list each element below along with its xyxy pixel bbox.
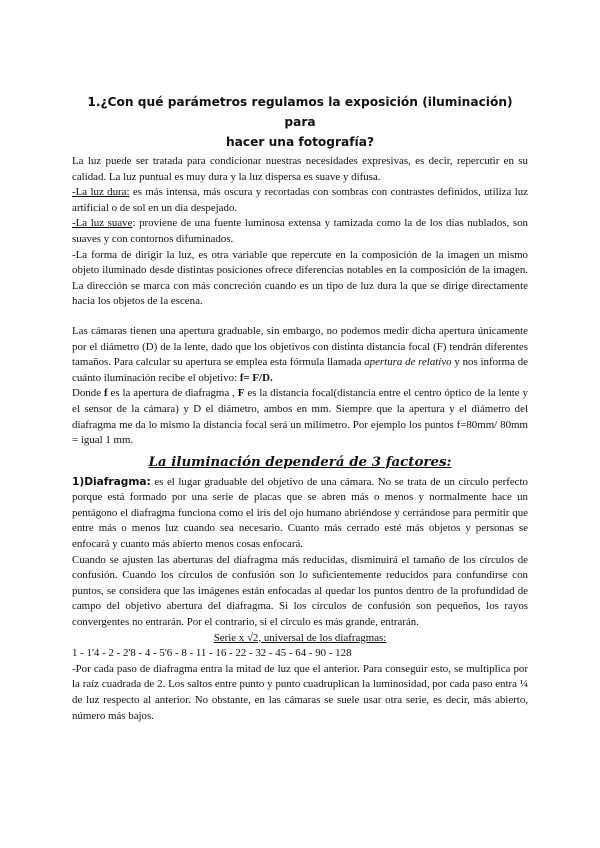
intro-paragraph: La luz puede ser tratada para condicionar nuestras necesidades expresivas, es decir, repercutir en su calidad. La luz puntual es muy dura y la luz dispersa es suave y difusa. [72,155,528,183]
document-title [72,92,528,152]
where-f-symbol: f [103,387,108,400]
diaphragm-text: es el lugar graduable del objetivo de una cámara. No se trata de un círculo perfecto porque está formado por una serie de placas que se abren más o menos y normalmente hace un pentágono el diafragma funciona como el iris del ojo humano abriéndose y cerrándose para permitir que entre más o menos luz cuando sea necesario. Cuanto más cerrado esté más objetos y personas se enfocará y cuanto más abierto menos cosas enfocará. [72,475,528,551]
series-title: Serie x √2, universal de los diafragmas: [213,631,387,644]
aperture-formula: f= F/D. [239,371,273,384]
soft-light-text: : proviene de una fuente luminosa extensa y tamizada como la de los días nublados, son suaves y con contornos difuminados. [72,217,528,245]
section-heading: La iluminación dependerá de 3 factores: [148,453,452,470]
series-values: 1 - 1'4 - 2 - 2'8 - 4 - 5'6 - 8 - 11 - 16 - 22 - 32 - 45 - 64 - 90 - 128 [72,647,352,660]
spacer [72,310,528,324]
direction-paragraph: -La forma de dirigir la luz, es otra variable que repercute en la composición de la imagen un mismo objeto iluminado desde distintas posiciones ofrece diferencias notables en la composición de la imagen. La dirección se marca con más concreción cuando es un tipo de luz dura la que se dirige directamente hacia los objetos de la escena. [72,248,528,308]
diaphragm-paragraph [72,475,528,553]
series-title-line [72,631,528,647]
document-body [72,92,528,724]
confusion-paragraph: Cuando se ajusten las aberturas del diafragma más reducidas, disminuirá el tamaño de los círculos de confusión. Cuando los círculos de confusión son lo suficientemente reducidos para confundirse con puntos, se considera que las imágenes están enfocadas al quedar los puntos dentro de la profundidad de campo del objetivo abertura del diafragma. Si los círculos de confusión son pequeños, los rayos convergentes no entrarán. Por el contrario, si el círculo es más grande, entrarán. [72,553,528,629]
hard-light-paragraph [72,185,528,216]
soft-light-paragraph [72,216,528,247]
soft-light-term: -La luz suave [72,217,133,230]
step-paragraph: -Por cada paso de diafragma entra la mitad de luz que el anterior. Para conseguir esto, se multiplica por la raíz cuadrada de 2. Los saltos entre punto y punto cuadruplican la luminosidad, por cada paso entra ¼ de luz respecto al anterior. No obstante, en las cámaras se suele usar otra serie, es decir, más abierto, número más bajos. [72,662,528,722]
where-F-symbol: F [237,387,245,400]
diaphragm-lead: 1)Diafragma: [72,475,151,488]
aperture-paragraph [72,324,528,386]
aperture-italic-term: apertura de relativo [364,356,452,369]
hard-light-text: es más intensa, más oscura y recortadas con sombras con contrastes definidos, utiliza luz artificial o de sol en un día despejado. [72,186,528,214]
title-line-1: 1.¿Con qué parámetros regulamos la exposición (iluminación) para [87,95,513,129]
where-text-3: es la distancia focal(distancia entre el centro óptico de la lente y el sensor de la cámara) y D el diámetro, ambos en mm. Siempre que la apertura y el diámetro del diafragma me da lo mismo la distancia focal será un milímetro. Por ejemplo los puntos f=80mm/ 80mm = igual 1 mm. [72,387,528,447]
hard-light-term: -La luz dura: [72,186,130,199]
where-text-2: es la apertura de diafragma , [107,387,238,400]
aperture-text-2: y nos informa de cuánto iluminación recibe el objetivo: [72,356,529,384]
title-line-2: hacer una fotografía? [225,135,375,149]
aperture-text-1: Las cámaras tienen una apertura graduable, sin embargo, no podemos medir dicha apertura únicamente por el diámetro (D) de la lente, dado que los objetivos con distinta distancia focal (F) tendrán diferentes tamaños. Para calcular su apertura se emplea esta fórmula llamada [72,324,528,369]
where-text-1: Donde [72,387,104,400]
where-paragraph [72,386,528,448]
